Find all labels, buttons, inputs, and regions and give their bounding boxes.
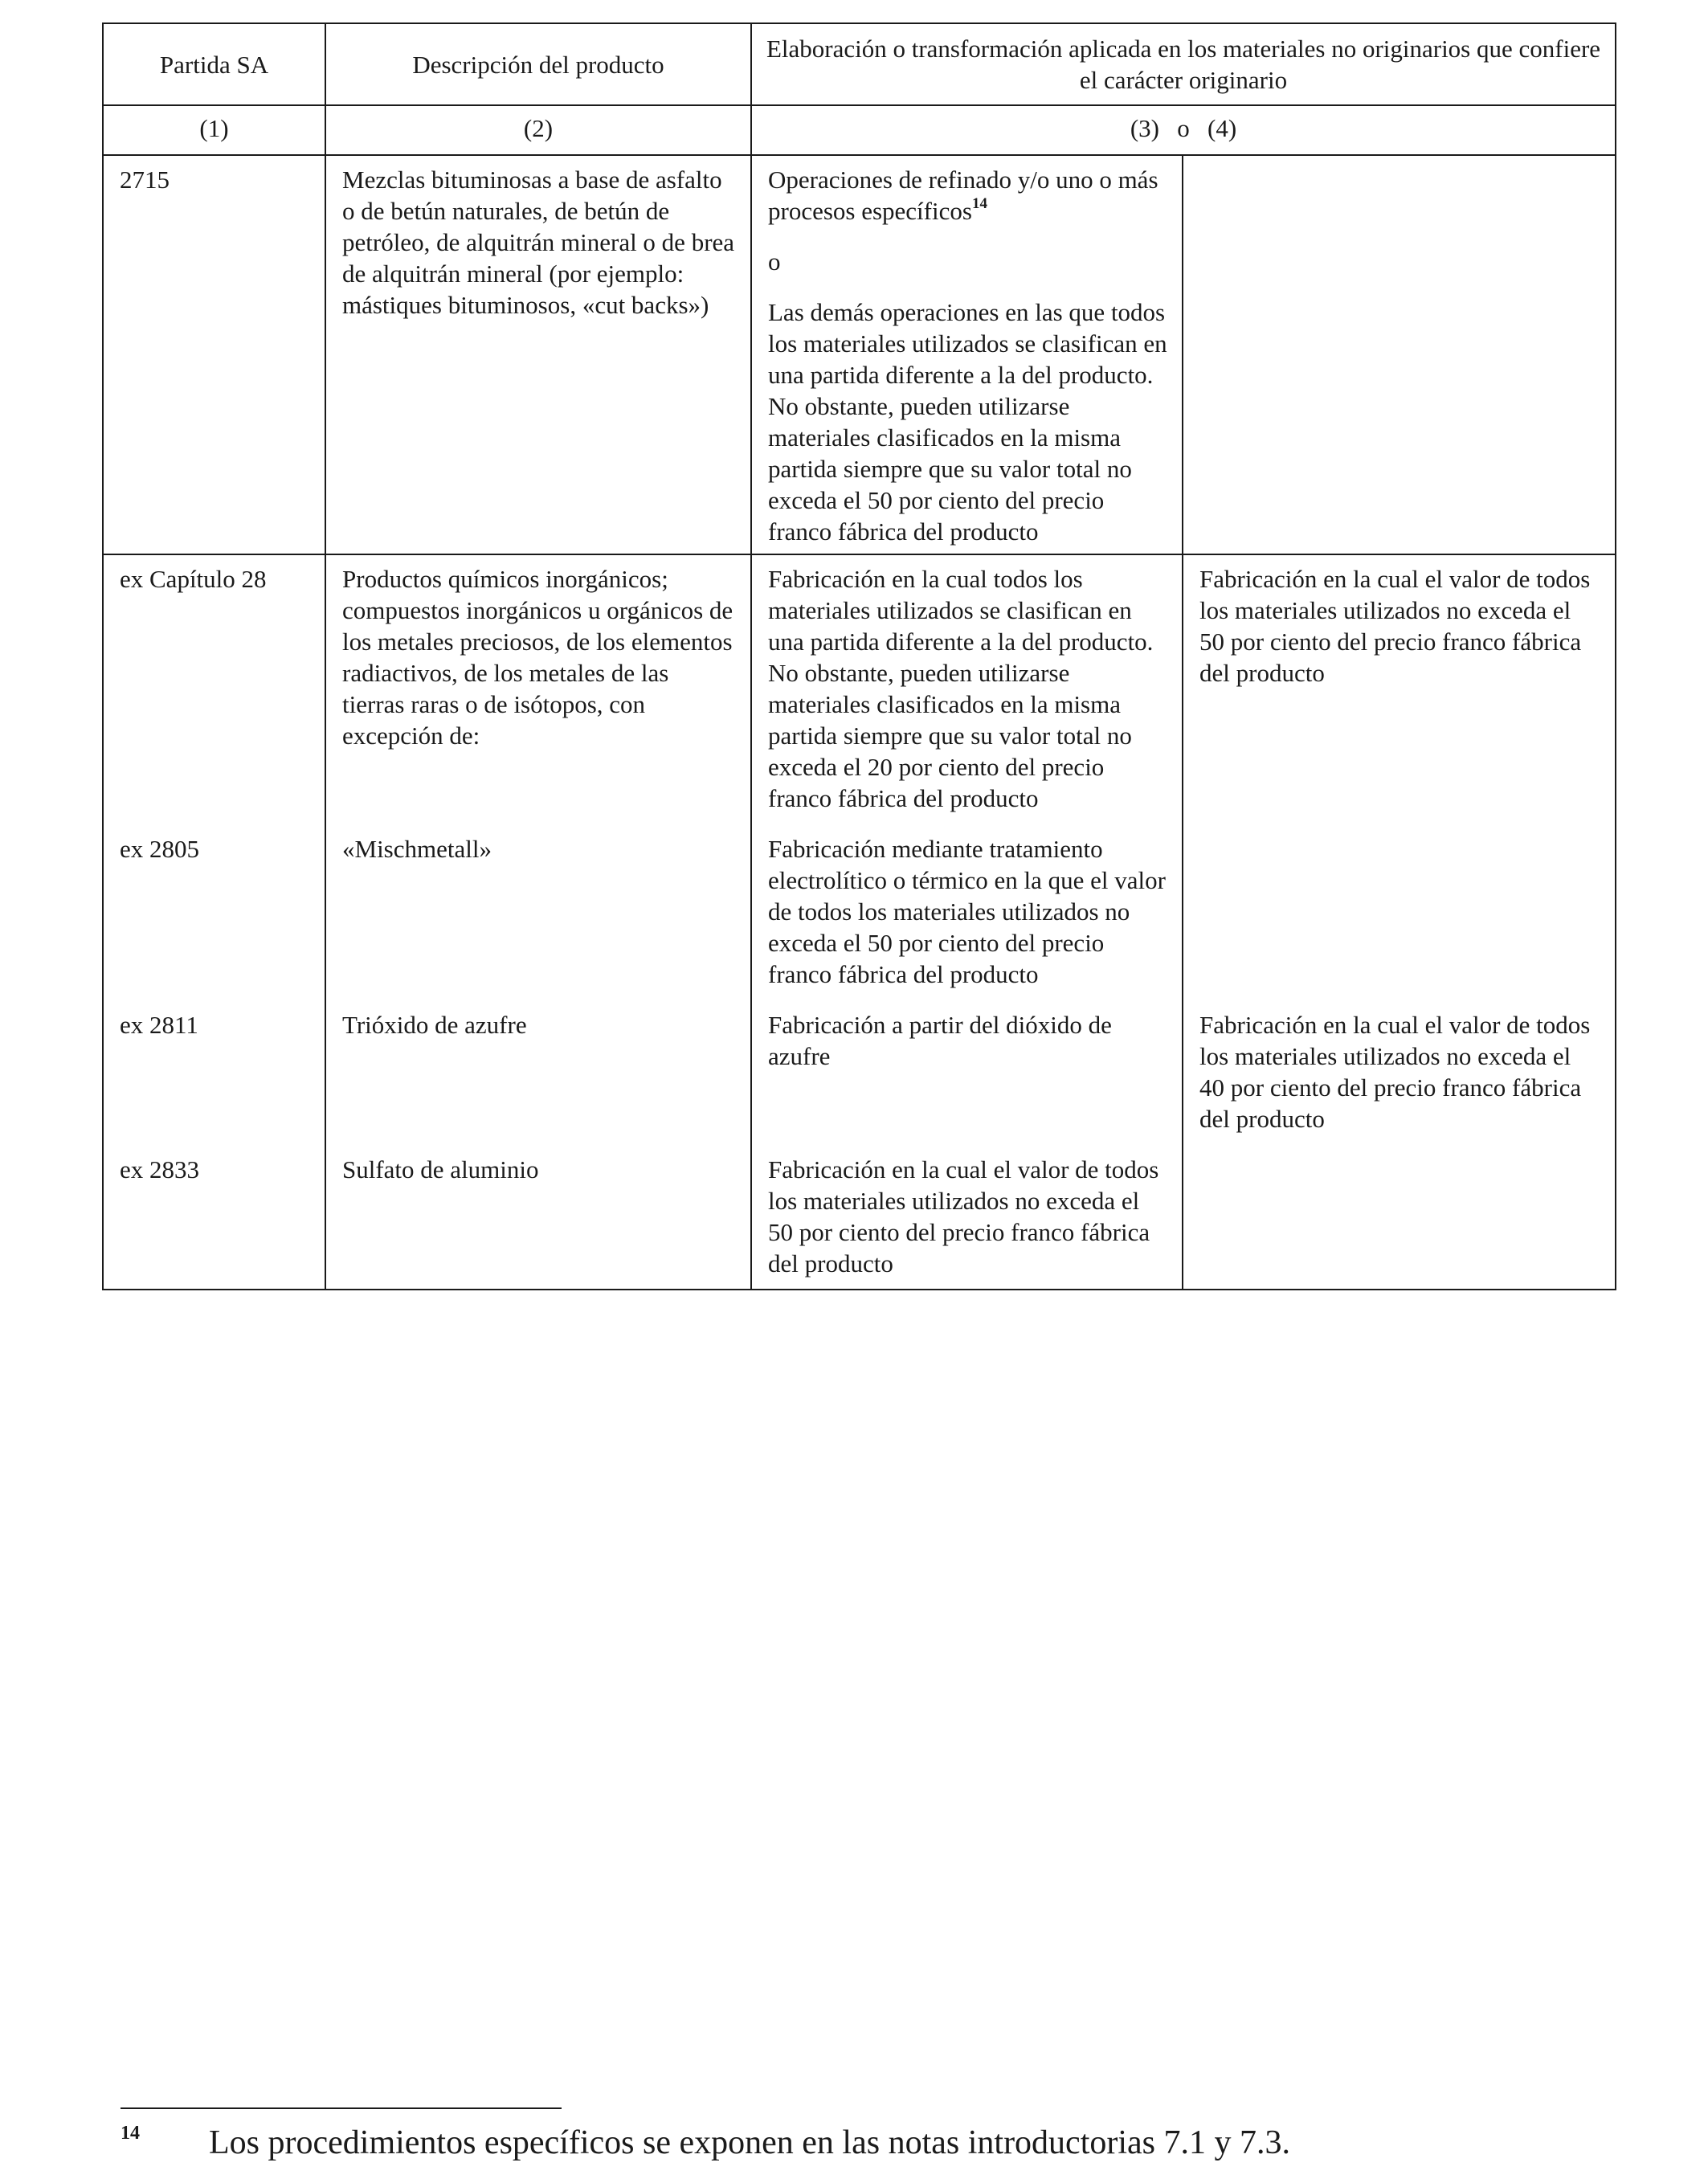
footnote-separator [121,2107,562,2109]
rule-column-4 [1183,1151,1616,1290]
hs-code: ex Capítulo 28 [103,554,325,830]
footnote: 14 Los procedimientos específicos se exponen en las notas introductorias 7.1 y 7.3. [121,2123,1291,2161]
rule-column-3: Fabricación a partir del dióxido de azufre [751,1006,1183,1151]
hs-code: 2715 [103,155,325,554]
product-description: «Mischmetall» [325,830,751,1006]
footnote-reference[interactable]: 14 [971,195,987,212]
rule-column-4 [1183,830,1616,1006]
rule-option-b: Las demás operaciones en las que todos los materiales utilizados se clasifican en una partida diferente a la del producto. No obstante, pueden utilizarse materiales clasificados en la misma partida siempre que su valor total no exceda el 50 por ciento del precio franco fábrica del producto [768,298,1167,546]
rule-column-4: Fabricación en la cual el valor de todos los materiales utilizados no exceda el 50 por ciento del precio franco fábrica del producto [1183,554,1616,830]
column-number-row [103,105,1616,155]
header-row [103,23,1616,105]
rule-option-a-text: Operaciones de refinado y/o uno o más procesos específicos [768,166,1158,225]
footnote-text: Los procedimientos específicos se exponen en las notas introductorias 7.1 y 7.3. [209,2124,1291,2161]
rule-column-4: Fabricación en la cual el valor de todos los materiales utilizados no exceda el 40 por ciento del precio franco fábrica del producto [1183,1006,1616,1151]
column-number-1: (1) [103,105,325,155]
column-number-2: (2) [325,105,751,155]
table-row [103,554,1616,830]
header-elaboracion: Elaboración o transformación aplicada en los materiales no originarios que confiere el carácter originario [751,23,1616,105]
column-number-4: (4) [1207,114,1237,142]
product-description: Trióxido de azufre [325,1006,751,1151]
hs-code: ex 2805 [103,830,325,1006]
rule-column-3: Fabricación mediante tratamiento electrolítico o térmico en la que el valor de todos los materiales utilizados no exceda el 50 por ciento del precio franco fábrica del producto [751,830,1183,1006]
product-description: Sulfato de aluminio [325,1151,751,1290]
rule-column-4 [1183,155,1616,554]
product-description: Mezclas bituminosas a base de asfalto o de betún naturales, de betún de petróleo, de alquitrán mineral o de brea de alquitrán mineral (por ejemplo: mástiques bituminosos, «cut backs») [325,155,751,554]
column-number-3: (3) [1130,114,1159,142]
table-row [103,1006,1616,1151]
rule-column-3: Fabricación en la cual todos los materiales utilizados se clasifican en una partida diferente a la del producto. No obstante, pueden utilizarse materiales clasificados en la misma partida siempre que su valor total no exceda el 20 por ciento del precio franco fábrica del producto [751,554,1183,830]
rule-column-3 [751,155,1183,554]
header-partida-sa: Partida SA [103,23,325,105]
table-row [103,830,1616,1006]
rule-column-3: Fabricación en la cual el valor de todos los materiales utilizados no exceda el 50 por ciento del precio franco fábrica del producto [751,1151,1183,1290]
table-row [103,1151,1616,1290]
rule-option-a [768,164,1167,227]
rule-or-separator: o [768,247,781,276]
table-row [103,155,1616,554]
hs-code: ex 2811 [103,1006,325,1151]
product-description: Productos químicos inorgánicos; compuestos inorgánicos u orgánicos de los metales preciosos, de los elementos radiactivos, de los metales de las tierras raras o de isótopos, con excepción de: [325,554,751,830]
header-descripcion: Descripción del producto [325,23,751,105]
origin-rules-table [102,22,1616,1290]
column-number-3-4 [751,105,1616,155]
column-or-separator: o [1177,114,1190,142]
hs-code: ex 2833 [103,1151,325,1290]
